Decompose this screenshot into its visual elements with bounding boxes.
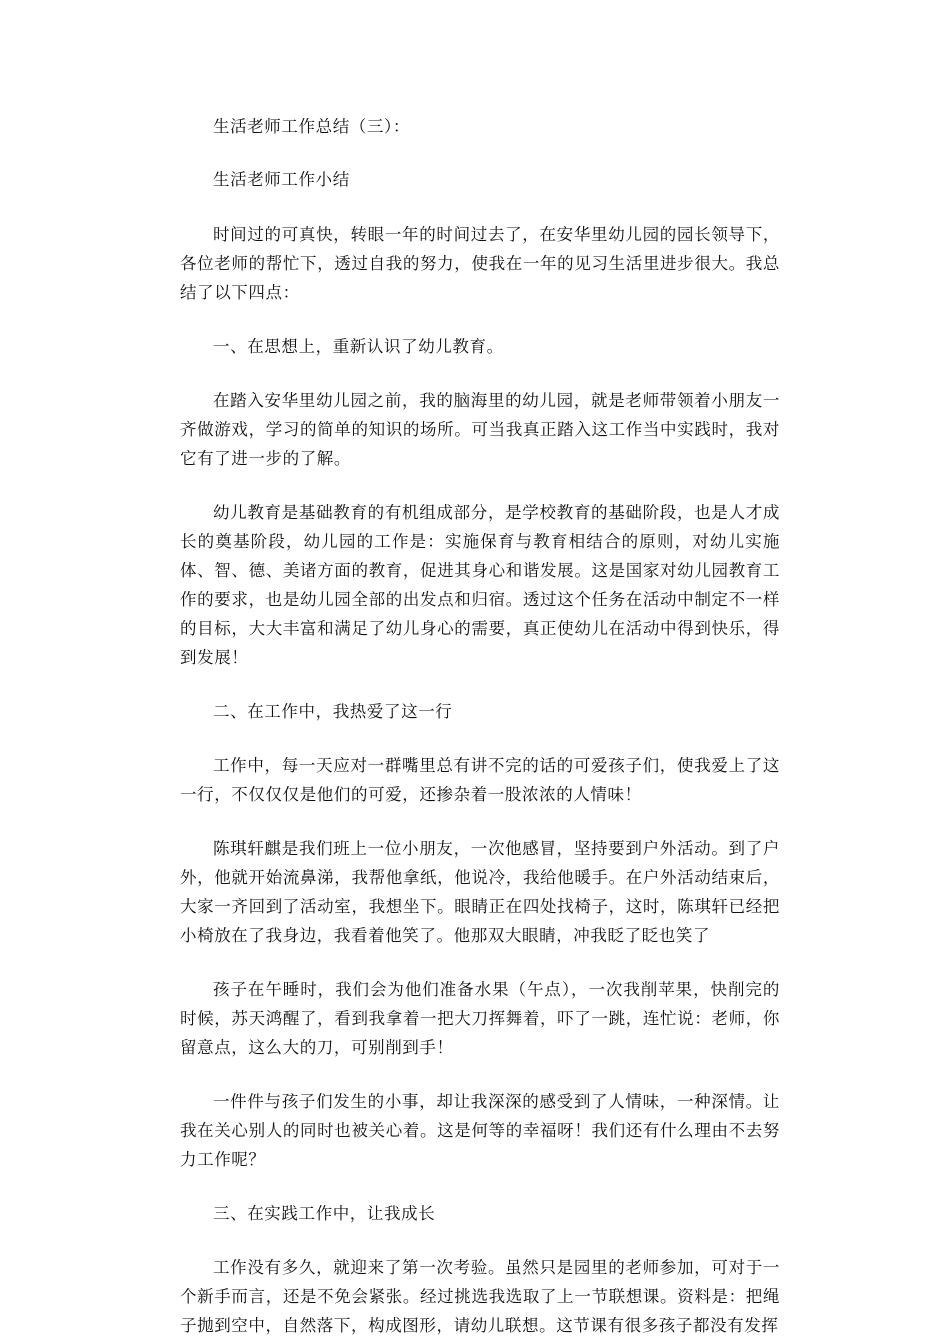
paragraph: 幼儿教育是基础教育的有机组成部分，是学校教育的基础阶段，也是人才成长的奠基阶段，幼儿园的工作是：实施保育与教育相结合的原则，对幼儿实施体、智、德、美诸方面的教育，促进其身心和谐发展。这是国家对幼儿园教育工作的要求，也是幼儿园全部的出发点和归宿。透过这个任务在活动中制定不一样的目标，大大丰富和满足了幼儿身心的需要，真正使幼儿在活动中得到快乐，得到发展！	[180, 503, 780, 667]
document-title: 生活老师工作总结（三）：	[213, 117, 410, 136]
document-subtitle: 生活老师工作小结	[213, 170, 350, 189]
section-heading-1: 一、在思想上，重新认识了幼儿教育。	[213, 337, 504, 356]
paragraph: 陈琪轩麒是我们班上一位小朋友，一次他感冒，坚持要到户外活动。到了户外，他就开始流鼻涕，我帮他拿纸，他说冷，我给他暖手。在户外活动结束后，大家一齐回到了活动室，我想坐下。眼睛正在四处找椅子，这时，陈琪轩已经把小椅放在了我身边，我看着他笑了。他那双大眼睛，冲我眨了眨也笑了	[180, 839, 780, 945]
section-heading-2: 二、在工作中，我热爱了这一行	[213, 702, 453, 721]
paragraph: 一件件与孩子们发生的小事，却让我深深的感受到了人情味，一种深情。让我在关心别人的同时也被关心着。这是何等的幸福呀！我们还有什么理由不去努力工作呢？	[180, 1092, 780, 1169]
section-heading-3: 三、在实践工作中，让我成长	[213, 1204, 436, 1223]
paragraph: 工作没有多久，就迎来了第一次考验。虽然只是园里的老师参加，可对于一个新手而言，还是不免会紧张。经过挑选我选取了上一节联想课。资料是：把绳子抛到空中，自然落下，构成图形，请幼儿联想。这节课有很多孩子都没有发挥	[180, 1258, 780, 1335]
paragraph: 工作中，每一天应对一群嘴里总有讲不完的话的可爱孩子们，使我爱上了这一行，不仅仅仅是他们的可爱，还掺杂着一股浓浓的人情味！	[180, 756, 780, 804]
paragraph-intro: 时间过的可真快，转眼一年的时间过去了，在安华里幼儿园的园长领导下，各位老师的帮忙下，透过自我的努力，使我在一年的见习生活里进步很大。我总结了以下四点：	[180, 225, 780, 302]
paragraph: 在踏入安华里幼儿园之前，我的脑海里的幼儿园，就是老师带领着小朋友一齐做游戏，学习的简单的知识的场所。可当我真正踏入这工作当中实践时，我对它有了进一步的了解。	[180, 391, 780, 468]
paragraph: 孩子在午睡时，我们会为他们准备水果（午点），一次我削苹果，快削完的时候，苏天鸿醒了，看到我拿着一把大刀挥舞着，吓了一跳，连忙说：老师，你留意点，这么大的刀，可别削到手！	[180, 980, 780, 1057]
document-body	[180, 112, 780, 1340]
